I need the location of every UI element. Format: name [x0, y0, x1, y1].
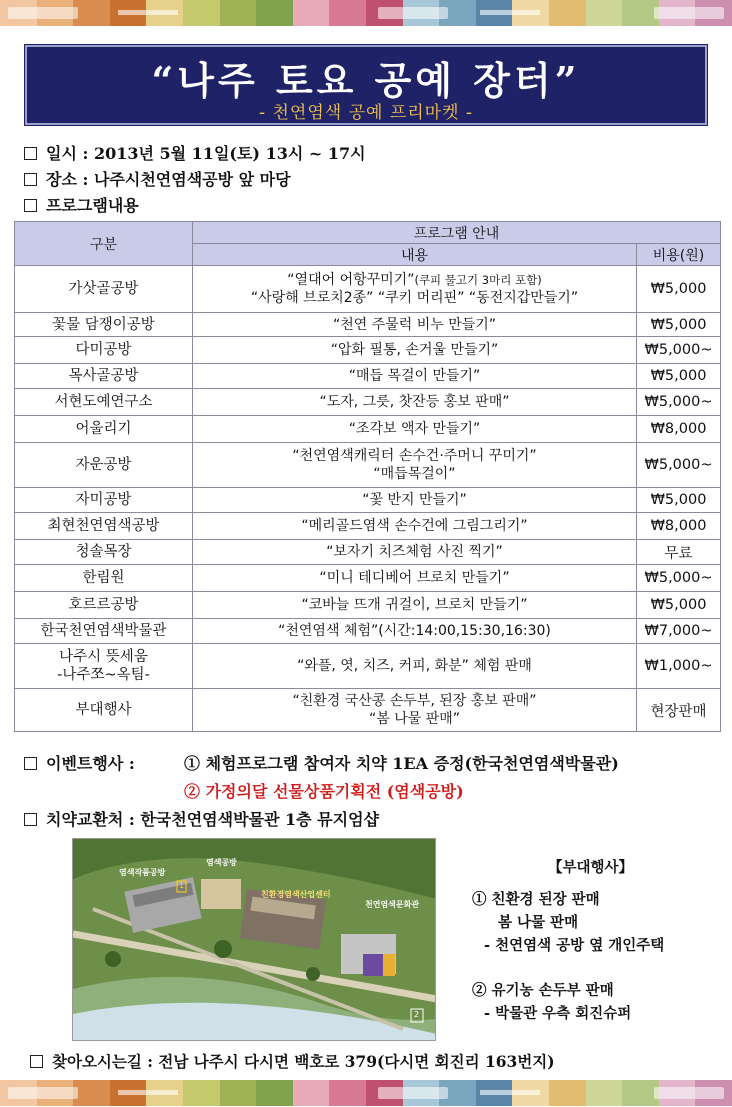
stripe-segment	[220, 0, 257, 26]
photo-label: 염색작품공방	[119, 868, 166, 877]
content-line: “꽃 반지 만들기”	[362, 492, 467, 508]
stripe-segment	[329, 0, 366, 26]
stripe-segment	[73, 0, 110, 26]
photo-label: 천연염색문화관	[365, 900, 420, 909]
stripe-segment	[183, 1080, 220, 1106]
cell-name: 부대행사	[15, 689, 193, 732]
table-row	[15, 565, 721, 592]
museum-logo	[654, 7, 724, 19]
info-program	[24, 193, 139, 216]
stripe-segment	[549, 1080, 586, 1106]
exchange-text: 치약교환처 : 한국천연염색박물관 1층 뮤지엄샵	[46, 810, 379, 829]
info-place	[24, 167, 291, 190]
museum-logo	[654, 1087, 724, 1099]
photo-label: 친환경염색산업센터	[261, 890, 331, 899]
cell-price: ₩5,000	[637, 313, 721, 337]
header-group: 구분	[15, 222, 193, 266]
stripe-segment	[183, 0, 220, 26]
photo-label: 염색공방	[206, 858, 237, 867]
cell-name: 어울리기	[15, 416, 193, 443]
cell-content	[193, 592, 637, 619]
cell-price: ₩5,000~	[637, 337, 721, 364]
cell-price: ₩5,000	[637, 364, 721, 389]
directions-text: 찾아오시는길 : 전남 나주시 다시면 백호로 379(다시면 회진리 163번지)	[52, 1052, 555, 1071]
museum-logo	[8, 1087, 78, 1099]
cell-content	[193, 565, 637, 592]
checkbox-icon	[24, 199, 37, 212]
cell-content	[193, 689, 637, 732]
content-line: “열대어 어항꾸미기”	[287, 272, 415, 288]
content-line: “메리골드염색 손수건에 그림그리기”	[301, 518, 528, 534]
stripe-segment	[586, 1080, 623, 1106]
site-aerial-photo	[72, 838, 436, 1041]
table-row	[15, 364, 721, 389]
program-table	[14, 221, 721, 732]
header-content: 내용	[193, 244, 637, 266]
cell-price: ₩5,000	[637, 266, 721, 313]
content-line: “천연 주물럭 비누 만들기”	[332, 316, 497, 333]
cell-price: ₩5,000~	[637, 565, 721, 592]
cell-name: 가삿골공방	[15, 266, 193, 313]
cell-content	[193, 266, 637, 313]
cell-name: 다미공방	[15, 337, 193, 364]
table-row	[15, 540, 721, 565]
cell-name: 호르르공방	[15, 592, 193, 619]
content-line: “코바늘 뜨개 귀걸이, 브로치 만들기”	[301, 597, 528, 613]
top-stripe-banner	[0, 0, 732, 26]
side-heading: 【부대행사】	[548, 859, 634, 876]
table-row	[15, 689, 721, 732]
stripe-segment	[293, 1080, 330, 1106]
cell-price: ₩1,000~	[637, 644, 721, 689]
events-label: 이벤트행사 :	[46, 754, 135, 773]
info-place-text: 장소 : 나주시천연염색공방 앞 마당	[46, 170, 291, 189]
cell-content	[193, 364, 637, 389]
cell-name: 꽃물 담쟁이공방	[15, 313, 193, 337]
content-note: (쿠피 물고기 3마리 포함)	[414, 273, 542, 287]
table-row	[15, 488, 721, 513]
museum-logo	[378, 7, 448, 19]
content-line: “도자, 그릇, 찻잔등 홍보 판매”	[319, 394, 510, 410]
cell-price: ₩8,000	[637, 416, 721, 443]
table-row	[15, 513, 721, 540]
cell-name: 자미공방	[15, 488, 193, 513]
cell-price: ₩8,000	[637, 513, 721, 540]
table-row	[15, 389, 721, 416]
cell-price: ₩5,000	[637, 592, 721, 619]
info-date-text: 일시 : 2013년 5월 11일(토) 13시 ~ 17시	[46, 144, 366, 163]
event-item-2: ② 가정의달 선물상품기획전 (염색공방)	[184, 782, 464, 801]
cell-content	[193, 540, 637, 565]
site-url-mark	[118, 10, 178, 15]
site-url-mark	[480, 10, 540, 15]
museum-logo	[8, 7, 78, 19]
directions	[30, 1050, 555, 1072]
cell-content	[193, 416, 637, 443]
bottom-stripe-banner	[0, 1080, 732, 1106]
table-row	[15, 443, 721, 488]
cell-price: ₩5,000~	[637, 389, 721, 416]
header-cost: 비용(원)	[637, 244, 721, 266]
side-line: - 박물관 우측 회진슈퍼	[484, 1005, 632, 1022]
content-line: “보자기 치즈체험 사진 찍기”	[326, 544, 503, 560]
cell-content	[193, 389, 637, 416]
cell-name: 자운공방	[15, 443, 193, 488]
table-row	[15, 337, 721, 364]
stripe-segment	[256, 1080, 293, 1106]
title-banner	[25, 45, 707, 125]
checkbox-icon	[30, 1055, 43, 1068]
content-line: “친환경 국산콩 손두부, 된장 홍보 판매”	[292, 693, 537, 709]
photo-marker: 2	[414, 1010, 420, 1019]
cell-name: 한림원	[15, 565, 193, 592]
side-line: ② 유기농 손두부 판매	[472, 982, 614, 999]
content-line: “매듭목걸이”	[373, 466, 456, 482]
cell-price: 현장판매	[637, 689, 721, 732]
table-row	[15, 416, 721, 443]
museum-logo	[378, 1087, 448, 1099]
checkbox-icon	[24, 757, 37, 770]
cell-price: ₩5,000	[637, 488, 721, 513]
stripe-segment	[220, 1080, 257, 1106]
stripe-segment	[586, 0, 623, 26]
header-guide: 프로그램 안내	[193, 222, 721, 244]
cell-name: 목사골공방	[15, 364, 193, 389]
page-subtitle: - 천연염색 공예 프리마켓 -	[258, 103, 474, 123]
content-line: “미니 테디베어 브로치 만들기”	[319, 570, 510, 586]
cell-name: 나주시 뜻세움 -나주쪼~옥팀-	[15, 644, 193, 689]
side-line: ① 친환경 된장 판매	[472, 891, 600, 908]
cell-content	[193, 337, 637, 364]
event-item-1: ① 체험프로그램 참여자 치약 1EA 증정(한국천연염색박물관)	[184, 754, 619, 773]
content-line: “압화 필통, 손거울 만들기”	[330, 342, 499, 358]
stripe-segment	[329, 1080, 366, 1106]
content-line: “봄 나물 판매”	[368, 711, 461, 727]
stripe-segment	[549, 0, 586, 26]
photo-marker: 1	[179, 881, 185, 890]
content-line: “조각보 액자 만들기”	[348, 421, 481, 437]
cell-price: ₩7,000~	[637, 619, 721, 644]
side-line: - 천연염색 공방 옆 개인주택	[484, 937, 665, 954]
content-line: “와플, 엿, 치즈, 커피, 화분” 체험 판매	[297, 658, 532, 674]
cell-name: 최현천연염색공방	[15, 513, 193, 540]
event-row-1	[24, 751, 135, 774]
info-program-text: 프로그램내용	[46, 196, 139, 215]
table-row	[15, 266, 721, 313]
cell-name: 한국천연염색박물관	[15, 619, 193, 644]
table-row	[15, 619, 721, 644]
content-line: “매듭 목걸이 만들기”	[348, 368, 481, 384]
stripe-segment	[256, 0, 293, 26]
content-line: “천연염색캐릭터 손수건·주머니 꾸미기”	[292, 448, 537, 464]
site-url-mark	[480, 1090, 540, 1095]
table-row	[15, 644, 721, 689]
checkbox-icon	[24, 147, 37, 160]
cell-name: 청솔목장	[15, 540, 193, 565]
content-line: “사랑해 브로치2종” “쿠키 머리핀” “동전지갑만들기”	[250, 290, 579, 306]
cell-price: ₩5,000~	[637, 443, 721, 488]
cell-content	[193, 313, 637, 337]
table-row	[15, 592, 721, 619]
page-title: “나주 토요 공예 장터”	[151, 58, 581, 103]
cell-price: 무료	[637, 540, 721, 565]
content-line: “천연염색 체험”(시간:14:00,15:30,16:30)	[278, 623, 551, 639]
cell-content	[193, 443, 637, 488]
info-date	[24, 141, 366, 164]
site-url-mark	[118, 1090, 178, 1095]
checkbox-icon	[24, 173, 37, 186]
cell-content	[193, 488, 637, 513]
table-row	[15, 313, 721, 337]
stripe-segment	[73, 1080, 110, 1106]
cell-content	[193, 513, 637, 540]
side-line: 봄 나물 판매	[498, 914, 579, 931]
checkbox-icon	[24, 813, 37, 826]
cell-content	[193, 644, 637, 689]
stripe-segment	[293, 0, 330, 26]
event-exchange	[24, 807, 379, 830]
cell-name: 서현도예연구소	[15, 389, 193, 416]
cell-content	[193, 619, 637, 644]
